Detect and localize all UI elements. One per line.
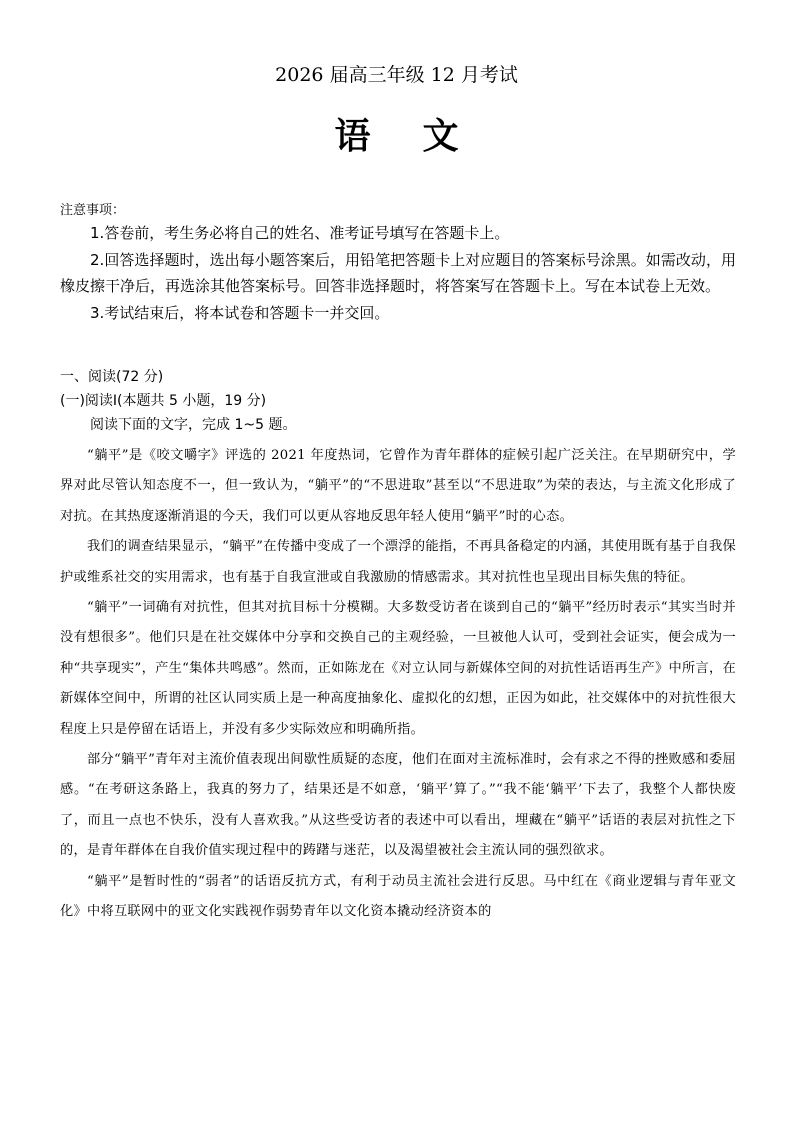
instruction: 阅读下面的文字，完成 1~5 题。: [90, 417, 297, 433]
notice-heading: 注意事项：: [60, 203, 126, 218]
passage-paragraph: “躺平”是《咬文嚼字》评选的 2021 年度热词，它曾作为青年群体的症候引起广泛关注。在早期研究中，学界对此尽管认知态度不一，但一致认为，“躺平”的“不思进取”甚至以“不思进取”为荣的表达，与主流文化形成了对抗。在其热度逐渐消退的今天，我们可以更从容地反思年轻人使用“躺平”时的心态。: [60, 448, 736, 524]
sub-title: (一)阅读Ⅰ(本题共 5 小题，19 分): [60, 393, 267, 409]
section-header: [60, 365, 736, 437]
exam-title: 2026 届高三年级 12 月考试: [275, 64, 518, 86]
notice-item: 1.答卷前，考生务必将自己的姓名、准考证号填写在答题卡上。: [90, 224, 510, 242]
passage-paragraph: “躺平”是暂时性的“弱者”的话语反抗方式，有利于动员主流社会进行反思。马中红在《商业逻辑与青年亚文化》中将互联网中的亚文化实践视作弱势青年以文化资本撬动经济资本的: [60, 873, 736, 920]
notice-item: 2.回答选择题时，选出每小题答案后，用铅笔把答题卡上对应题目的答案标号涂黑。如需改动，用橡皮擦干净后，再选涂其他答案标号。回答非选择题时，将答案写在答题卡上。写在本试卷上无效。: [60, 250, 736, 295]
subject-title: 语文: [334, 115, 511, 157]
part-title: 一、阅读(72 分): [60, 369, 164, 385]
notice-list: [60, 220, 736, 326]
passage-paragraph: 部分“躺平”青年对主流价值表现出间歇性质疑的态度，他们在面对主流标准时，会有求之不得的挫败感和委屈感。“在考研这条路上，我真的努力了，结果还是不如意，‘躺平’算了。”“我不能‘躺平’下去了，我整个人都快废了，而且一点也不快乐，没有人喜欢我。”从这些受访者的表述中可以看出，埋藏在“躺平”话语的表层对抗性之下的，是青年群体在自我价值实现过程中的踌躇与迷茫，以及渴望被社会主流认同的强烈欲求。: [60, 752, 736, 859]
passage-paragraph: 我们的调查结果显示，“躺平”在传播中变成了一个漂浮的能指，不再具备稳定的内涵，其使用既有基于自我保护或维系社交的实用需求，也有基于自我宣泄或自我激励的情感需求。其对抗性也呈现出目标失焦的特征。: [60, 539, 736, 585]
notice-item: 3.考试结束后，将本试卷和答题卡一并交回。: [90, 303, 390, 322]
passage-paragraph: “躺平”一词确有对抗性，但其对抗目标十分模糊。大多数受访者在谈到自己的“躺平”经历时表示“其实当时并没有想很多”。他们只是在社交媒体中分享和交换自己的主观经验，一旦被他人认可，受到社会证实，便会成为一种“共享现实”，产生“集体共鸣感”。然而，正如陈龙在《对立认同与新媒体空间的对抗性话语再生产》中所言，在新媒体空间中，所谓的社区认同实质上是一种高度抽象化、虚拟化的幻想，正因为如此，社交媒体中的对抗性很大程度上只是停留在话语上，并没有多少实际效应和明确所指。: [60, 600, 736, 737]
reading-passage: [60, 441, 736, 928]
